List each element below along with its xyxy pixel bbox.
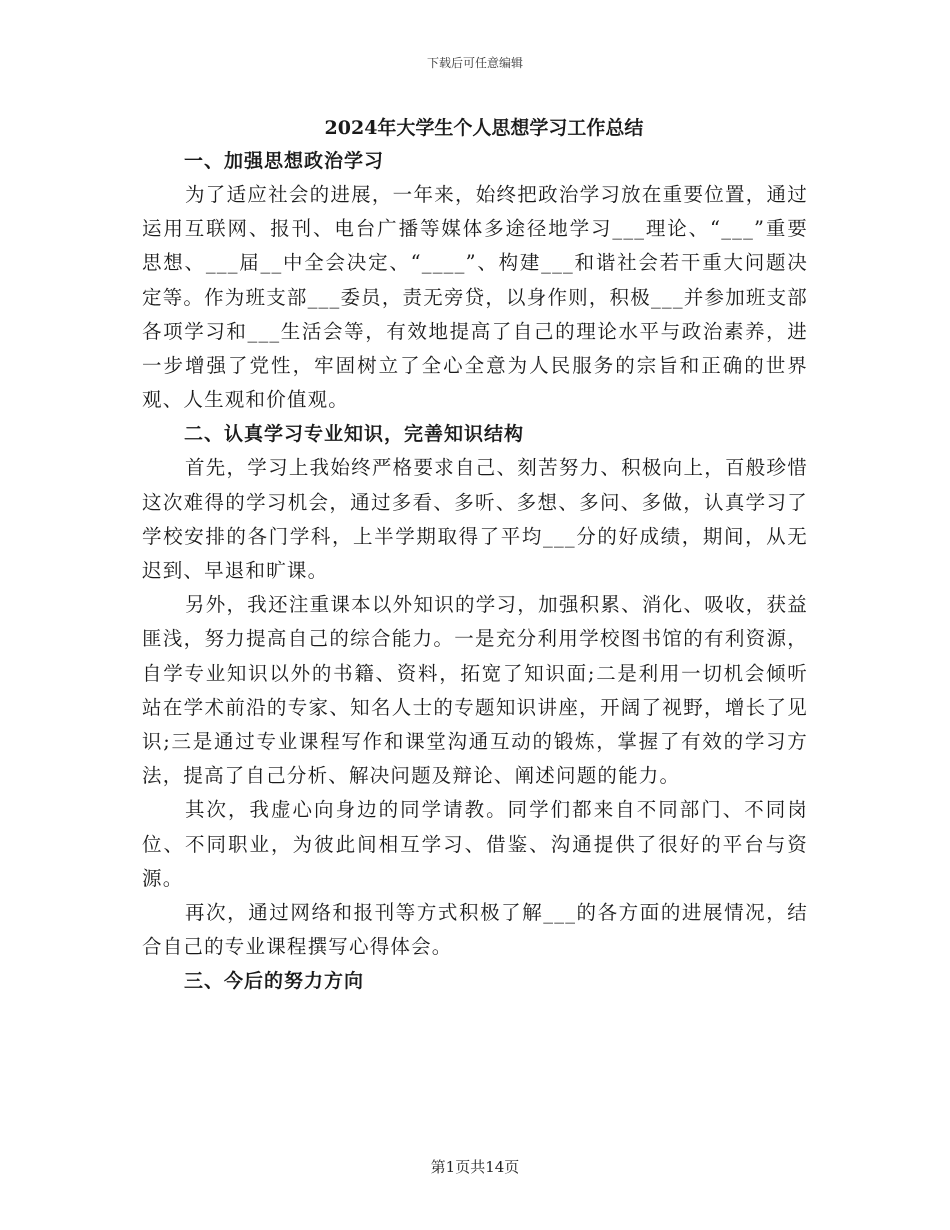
header-note: 下载后可任意编辑 [426,56,523,70]
paragraph: 其次，我虚心向身边的同学请教。同学们都来自不同部门、不同岗位、不同职业，为彼此间相互学习、借鉴、沟通提供了很好的平台与资源。 [142,798,808,890]
document-title: 2024年大学生个人思想学习工作总结 [324,117,644,139]
paragraph: 另外，我还注重课本以外知识的学习，加强积累、消化、吸收，获益匪浅，努力提高自己的综合能力。一是充分利用学校图书馆的有利资源，自学专业知识以外的书籍、资料，拓宽了知识面;二是利用一切机会倾听站在学术前沿的专家、知名人士的专题知识讲座，开阔了视野，增长了见识;三是通过专业课程写作和课堂沟通互动的锻炼，掌握了有效的学习方法，提高了自己分析、解决问题及辩论、阐述问题的能力。 [142,593,808,788]
paragraph: 再次，通过网络和报刊等方式积极了解___的各方面的进展情况，结合自己的专业课程撰写心得体会。 [142,901,808,959]
paragraph: 为了适应社会的进展，一年来，始终把政治学习放在重要位置，通过运用互联网、报刊、电台广播等媒体多途径地学习___理论、“___”重要思想、___届__中全会决定、“____”、构建___和谐社会若干重大问题决定等。作为班支部___委员，责无旁贷，以身作则，积极___并参加班支部各项学习和___生活会等，有效地提高了自己的理论水平与政治素养，进一步增强了党性，牢固树立了全心全意为人民服务的宗旨和正确的世界观、人生观和价值观。 [142,183,809,412]
paragraph: 首先，学习上我始终严格要求自己、刻苦努力、积极向上，百般珍惜这次难得的学习机会，通过多看、多听、多想、多问、多做，认真学习了学校安排的各门学科，上半学期取得了平均___分的好成绩，期间，从无迟到、早退和旷课。 [142,456,808,583]
document-content [142,112,808,998]
section-heading-1: 一、加强思想政治学习 [184,150,385,172]
section-heading-3: 三、今后的努力方向 [184,970,365,993]
section-heading-2: 二、认真学习专业知识，完善知识结构 [184,423,525,446]
page-number: 第1页共14页 [430,1158,520,1176]
